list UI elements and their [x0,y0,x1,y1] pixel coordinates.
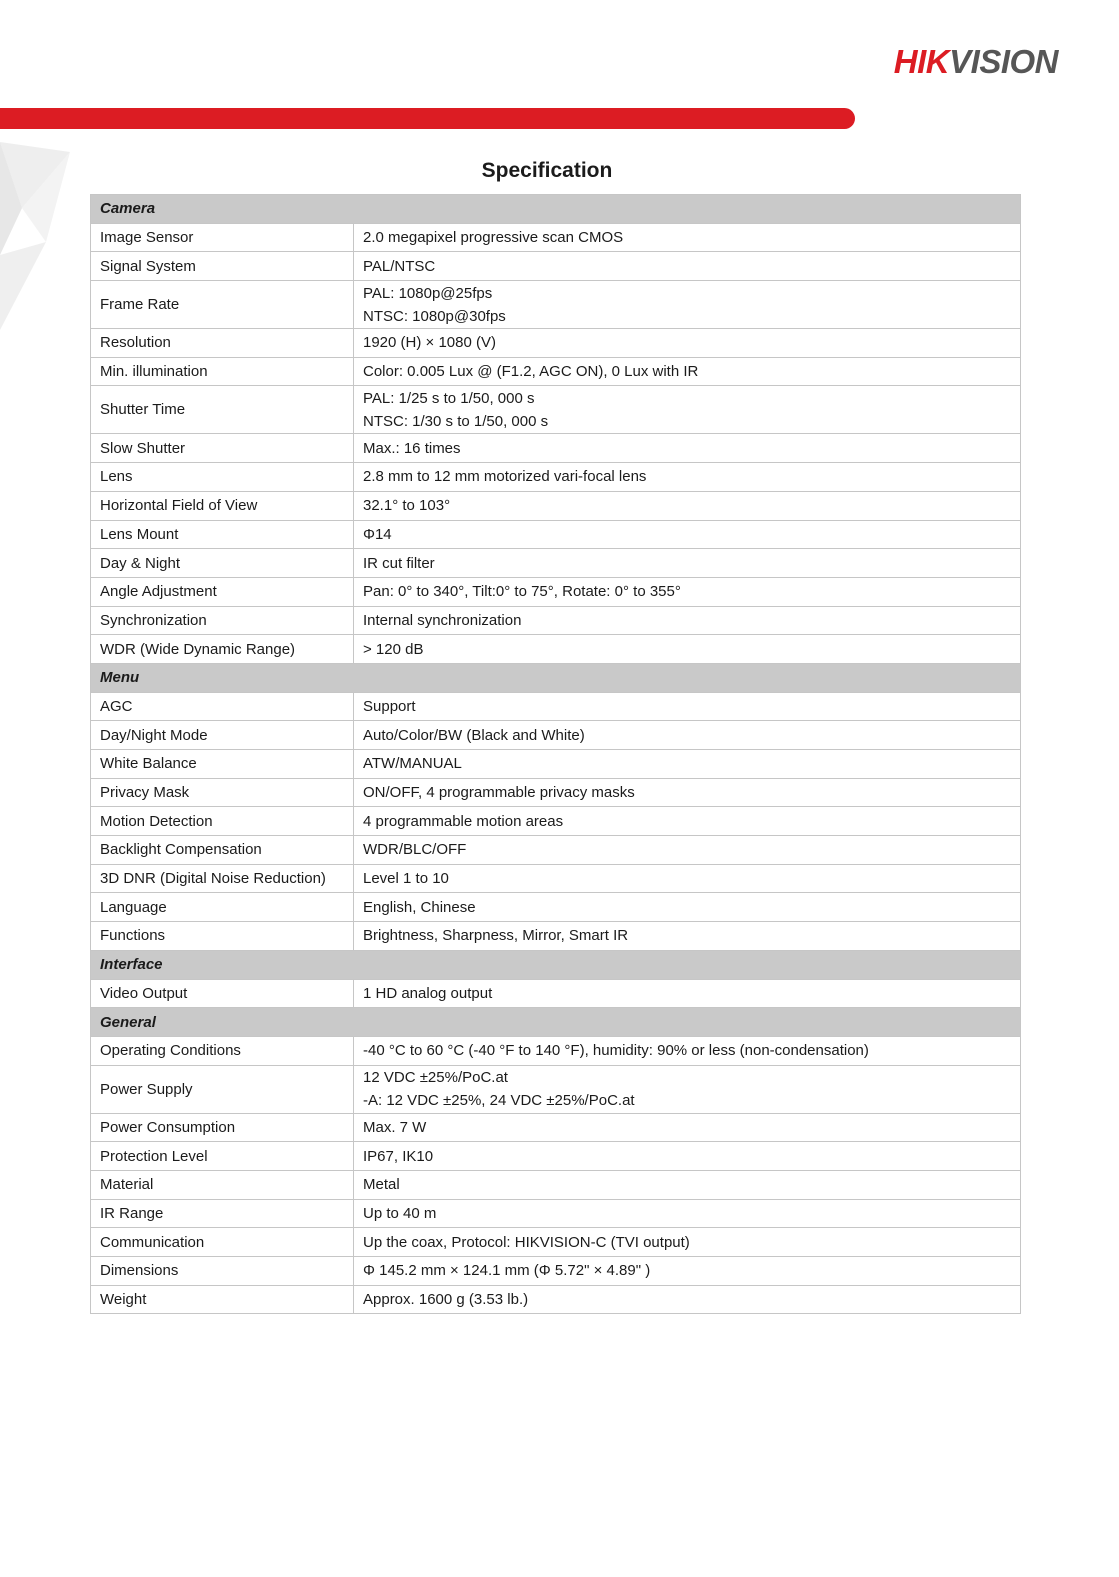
spec-label-text: WDR (Wide Dynamic Range) [100,640,296,658]
spec-value [354,252,1020,280]
spec-label [91,865,354,893]
spec-value [354,329,1020,357]
spec-value-line: English, Chinese [363,898,476,916]
spec-label [91,836,354,864]
section-title: Menu [100,669,140,687]
spec-row-wdr-wide-dynamic-range [91,635,1020,664]
spec-row-resolution [91,329,1020,358]
spec-value [354,1114,1020,1142]
spec-value-line: -40 °C to 60 °C (-40 °F to 140 °F), humidity: 90% or less (non-condensation) [363,1042,869,1060]
spec-row-lens-mount [91,521,1020,550]
section-header-general [91,1008,1020,1037]
spec-value-line: Max. 7 W [363,1118,427,1136]
spec-row-ir-range [91,1200,1020,1229]
spec-row-weight [91,1286,1020,1315]
spec-value-line: 1 HD analog output [363,984,493,1002]
spec-label [91,1037,354,1065]
spec-label [91,635,354,663]
spec-value [354,693,1020,721]
spec-value-line: ATW/MANUAL [363,755,462,773]
spec-label [91,721,354,749]
spec-row-material [91,1171,1020,1200]
spec-value [354,358,1020,386]
spec-value [354,779,1020,807]
spec-row-min-illumination [91,358,1020,387]
spec-value-line: Brightness, Sharpness, Mirror, Smart IR [363,927,629,945]
spec-value-line: Auto/Color/BW (Black and White) [363,726,585,744]
spec-label [91,578,354,606]
spec-label-text: 3D DNR (Digital Noise Reduction) [100,870,326,888]
spec-value-line: Up the coax, Protocol: HIKVISION-C (TVI output) [363,1233,690,1251]
spec-label [91,252,354,280]
spec-row-privacy-mask [91,779,1020,808]
spec-label [91,549,354,577]
spec-row-backlight-compensation [91,836,1020,865]
spec-label-text: Protection Level [100,1147,208,1165]
spec-value [354,281,1020,328]
spec-value-line: Up to 40 m [363,1204,437,1222]
spec-label-text: Functions [100,927,166,945]
spec-value-line: Level 1 to 10 [363,870,449,888]
spec-value [354,386,1020,433]
spec-row-image-sensor [91,224,1020,253]
spec-label-text: Signal System [100,257,196,275]
spec-value-line: Φ14 [363,525,392,543]
spec-value-line: PAL/NTSC [363,257,436,275]
spec-value-line: Φ 145.2 mm × 124.1 mm (Φ 5.72" × 4.89" ) [363,1262,651,1280]
spec-value-line: Support [363,697,416,715]
spec-label [91,922,354,950]
spec-label-text: Privacy Mask [100,784,190,802]
spec-value-line: NTSC: 1/30 s to 1/50, 000 s [363,412,549,430]
spec-value [354,1257,1020,1285]
spec-value-line: PAL: 1/25 s to 1/50, 000 s [363,389,535,407]
page-title: Specification [481,159,613,182]
spec-label-text: Dimensions [100,1262,179,1280]
spec-label-text: Image Sensor [100,229,194,247]
spec-value-line: -A: 12 VDC ±25%, 24 VDC ±25%/PoC.at [363,1092,635,1110]
spec-label [91,750,354,778]
spec-label-text: Operating Conditions [100,1042,241,1060]
spec-label [91,980,354,1008]
spec-label-text: Language [100,898,167,916]
spec-value-line: Color: 0.005 Lux @ (F1.2, AGC ON), 0 Lux with IR [363,363,699,381]
spec-label-text: Shutter Time [100,401,186,419]
spec-value-line: Approx. 1600 g (3.53 lb.) [363,1291,529,1309]
spec-row-power-consumption [91,1114,1020,1143]
spec-label-text: IR Range [100,1204,164,1222]
spec-row-day-night [91,549,1020,578]
spec-value [354,434,1020,462]
spec-label-text: Video Output [100,984,188,1002]
spec-value-line: WDR/BLC/OFF [363,841,467,859]
spec-value [354,607,1020,635]
spec-value-line: 4 programmable motion areas [363,812,564,830]
spec-label-text: Power Supply [100,1080,193,1098]
spec-label [91,358,354,386]
spec-label [91,463,354,491]
spec-value-line: > 120 dB [363,640,424,658]
spec-row-signal-system [91,252,1020,281]
spec-row-motion-detection [91,807,1020,836]
spec-row-day-night-mode [91,721,1020,750]
spec-value-line: 1920 (H) × 1080 (V) [363,334,496,352]
spec-label [91,779,354,807]
spec-row-video-output [91,980,1020,1009]
spec-row-angle-adjustment [91,578,1020,607]
spec-label [91,281,354,328]
spec-label-text: Frame Rate [100,296,180,314]
spec-label-text: Communication [100,1233,205,1251]
spec-value [354,1142,1020,1170]
spec-value-line: IR cut filter [363,554,435,572]
spec-row-language [91,893,1020,922]
spec-label-text: Lens [100,468,133,486]
spec-row-slow-shutter [91,434,1020,463]
spec-value-line: NTSC: 1080p@30fps [363,307,506,325]
spec-value [354,922,1020,950]
spec-label [91,1142,354,1170]
spec-row-communication [91,1228,1020,1257]
spec-label-text: Synchronization [100,611,207,629]
background-decoration [0,130,80,340]
logo-gray-part: VISION [949,43,1058,80]
section-title: Interface [100,956,163,974]
spec-value-line: Internal synchronization [363,611,522,629]
spec-row-power-supply [91,1066,1020,1114]
spec-label-text: Material [100,1176,154,1194]
spec-value [354,1037,1020,1065]
spec-label-text: Horizontal Field of View [100,497,258,515]
spec-label [91,492,354,520]
spec-row-horizontal-field-of-view [91,492,1020,521]
section-title: General [100,1013,156,1031]
section-header-interface [91,951,1020,980]
spec-label-text: Slow Shutter [100,439,186,457]
spec-value-line: Max.: 16 times [363,439,461,457]
spec-value-line: 12 VDC ±25%/PoC.at [363,1069,508,1087]
spec-row-protection-level [91,1142,1020,1171]
spec-value [354,1200,1020,1228]
spec-label-text: Angle Adjustment [100,583,217,601]
spec-value [354,578,1020,606]
spec-value-line: PAL: 1080p@25fps [363,284,493,302]
spec-value [354,463,1020,491]
spec-label-text: Lens Mount [100,525,179,543]
spec-label-text: Backlight Compensation [100,841,262,859]
spec-label-text: Motion Detection [100,812,213,830]
spec-value [354,893,1020,921]
spec-label-text: Day/Night Mode [100,726,208,744]
spec-value [354,980,1020,1008]
spec-label-text: Min. illumination [100,363,208,381]
spec-value [354,836,1020,864]
spec-value-line: 2.8 mm to 12 mm motorized vari-focal lens [363,468,647,486]
spec-row-functions [91,922,1020,951]
spec-label-text: White Balance [100,755,197,773]
spec-value [354,1228,1020,1256]
spec-value [354,807,1020,835]
spec-row-operating-conditions [91,1037,1020,1066]
spec-label [91,521,354,549]
spec-row-lens [91,463,1020,492]
section-title: Camera [100,200,156,218]
spec-value-line: 2.0 megapixel progressive scan CMOS [363,229,624,247]
spec-row-3d-dnr-digital-noise-reduction [91,865,1020,894]
hikvision-logo [894,45,1058,78]
spec-value-line: Metal [363,1176,400,1194]
section-header-camera [91,195,1020,224]
spec-value-line: ON/OFF, 4 programmable privacy masks [363,784,635,802]
spec-label-text: Day & Night [100,554,181,572]
spec-label [91,1066,354,1113]
spec-label [91,1257,354,1285]
spec-value [354,635,1020,663]
spec-row-dimensions [91,1257,1020,1286]
spec-value-line: IP67, IK10 [363,1147,434,1165]
spec-label-text: AGC [100,697,133,715]
spec-label [91,1286,354,1314]
spec-row-agc [91,693,1020,722]
header-red-bar [0,108,855,129]
spec-value [354,549,1020,577]
spec-row-shutter-time [91,386,1020,434]
spec-value [354,1286,1020,1314]
logo-red-part: HIK [893,43,950,80]
spec-label [91,224,354,252]
spec-row-frame-rate [91,281,1020,329]
spec-value [354,865,1020,893]
spec-value [354,1066,1020,1113]
spec-value [354,521,1020,549]
spec-value [354,492,1020,520]
spec-label-text: Resolution [100,334,171,352]
spec-label [91,1114,354,1142]
spec-label [91,607,354,635]
spec-label [91,693,354,721]
spec-label-text: Power Consumption [100,1118,236,1136]
spec-label [91,1171,354,1199]
spec-row-white-balance [91,750,1020,779]
spec-label [91,434,354,462]
spec-value-line: Pan: 0° to 340°, Tilt:0° to 75°, Rotate: 0° to 355° [363,583,681,601]
spec-label [91,1228,354,1256]
spec-value [354,1171,1020,1199]
spec-label [91,386,354,433]
spec-value-line: 32.1° to 103° [363,497,451,515]
spec-label [91,1200,354,1228]
spec-label [91,807,354,835]
spec-label [91,893,354,921]
spec-row-synchronization [91,607,1020,636]
spec-value [354,721,1020,749]
specification-table [90,194,1021,1314]
spec-value [354,224,1020,252]
section-header-menu [91,664,1020,693]
spec-value [354,750,1020,778]
spec-label-text: Weight [100,1291,147,1309]
spec-label [91,329,354,357]
